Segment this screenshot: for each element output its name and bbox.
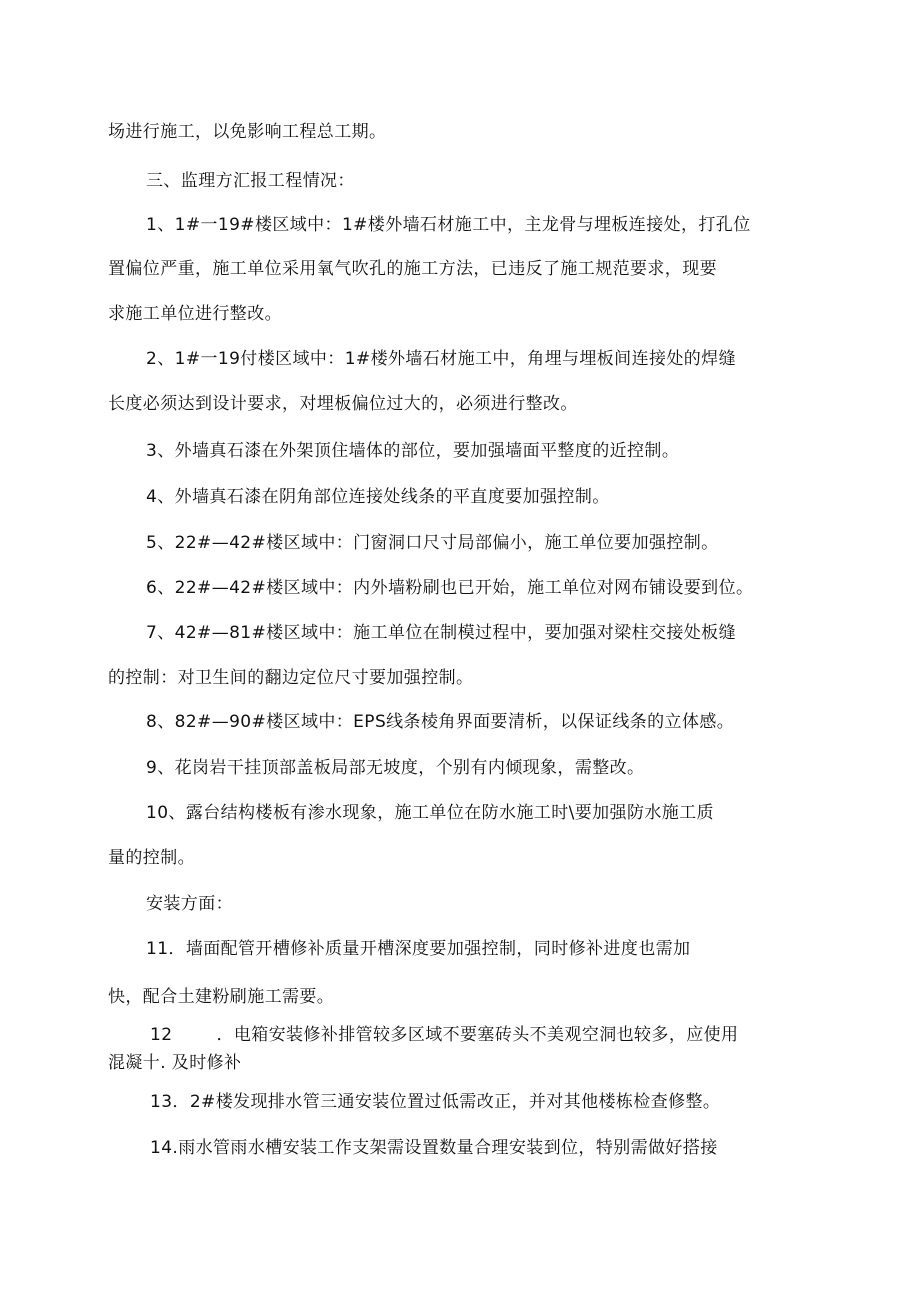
text-line-item-6: 6、22#—42#楼区域中：内外墙粉刷也已开始，施工单位对网布铺设要到位。 [146,578,754,598]
text-line-item-7a: 7、42#—81#楼区域中：施工单位在制模过程中，要加强对梁柱交接处板缝 [146,623,736,643]
section-heading-supervision: 三、监理方汇报工程情况： [146,171,355,191]
text-line-item-14: 14.雨水管雨水槽安装工作支架需设置数量合理安装到位，特别需做好搭接 [150,1138,718,1158]
text-line-item-4: 4、外墙真石漆在阴角部位连接处线条的平直度要加强控制。 [146,487,610,507]
text-line-item-7b: 的控制：对卫生间的翻边定位尺寸要加强控制。 [108,668,474,688]
text-line-item-8: 8、82#—90#楼区域中：EPS线条棱角界面要清析，以保证线条的立体感。 [146,712,735,732]
text-line-item-10a: 10、露台结构楼板有渗水现象，施工单位在防水施工时\要加强防水施工质 [146,803,714,823]
text-line-item-11b: 快，配合土建粉刷施工需要。 [108,987,335,1007]
text-line-item-10b: 量的控制。 [108,848,195,868]
text-line-item-13: 13．2#楼发现排水管三通安装位置过低需改正，并对其他楼栋检查修整。 [150,1092,721,1112]
text-line-item-9: 9、花岗岩干挂顶部盖板局部无坡度，个别有内倾现象，需整改。 [146,758,645,778]
text-line-item-1a: 1、1#一19#楼区域中：1#楼外墙石材施工中，主龙骨与埋板连接处，打孔位 [146,215,751,235]
text-line-item-1b: 置偏位严重，施工单位采用氧气吹孔的施工方法，已违反了施工规范要求，现要 [108,259,717,279]
text-line-item-12a [150,1024,738,1046]
item-number-12: 12 [150,1025,173,1045]
text-line-item-1c: 求施工单位进行整改。 [108,304,282,324]
text-line-item-12b: 混凝十. 及时修补 [108,1053,242,1073]
item-text-12: ．电箱安装修补排管较多区域不要塞砖头不美观空洞也较多，应使用 [216,1025,739,1045]
text-line-1: 场进行施工，以免影响工程总工期。 [108,122,387,142]
text-line-item-5: 5、22#—42#楼区域中：门窗洞口尺寸局部偏小，施工单位要加强控制。 [146,533,719,553]
text-line-item-3: 3、外墙真石漆在外架顶住墙体的部位，要加强墙面平整度的近控制。 [146,441,680,461]
text-line-item-11a: 11．墙面配管开槽修补质量开槽深度要加强控制，同时修补进度也需加 [146,939,691,959]
section-heading-installation: 安装方面： [146,894,233,914]
text-line-item-2a: 2、1#一19付楼区域中：1#楼外墙石材施工中，角埋与埋板间连接处的焊缝 [146,349,736,369]
text-line-item-2b: 长度必须达到设计要求，对埋板偏位过大的，必须进行整改。 [108,394,578,414]
